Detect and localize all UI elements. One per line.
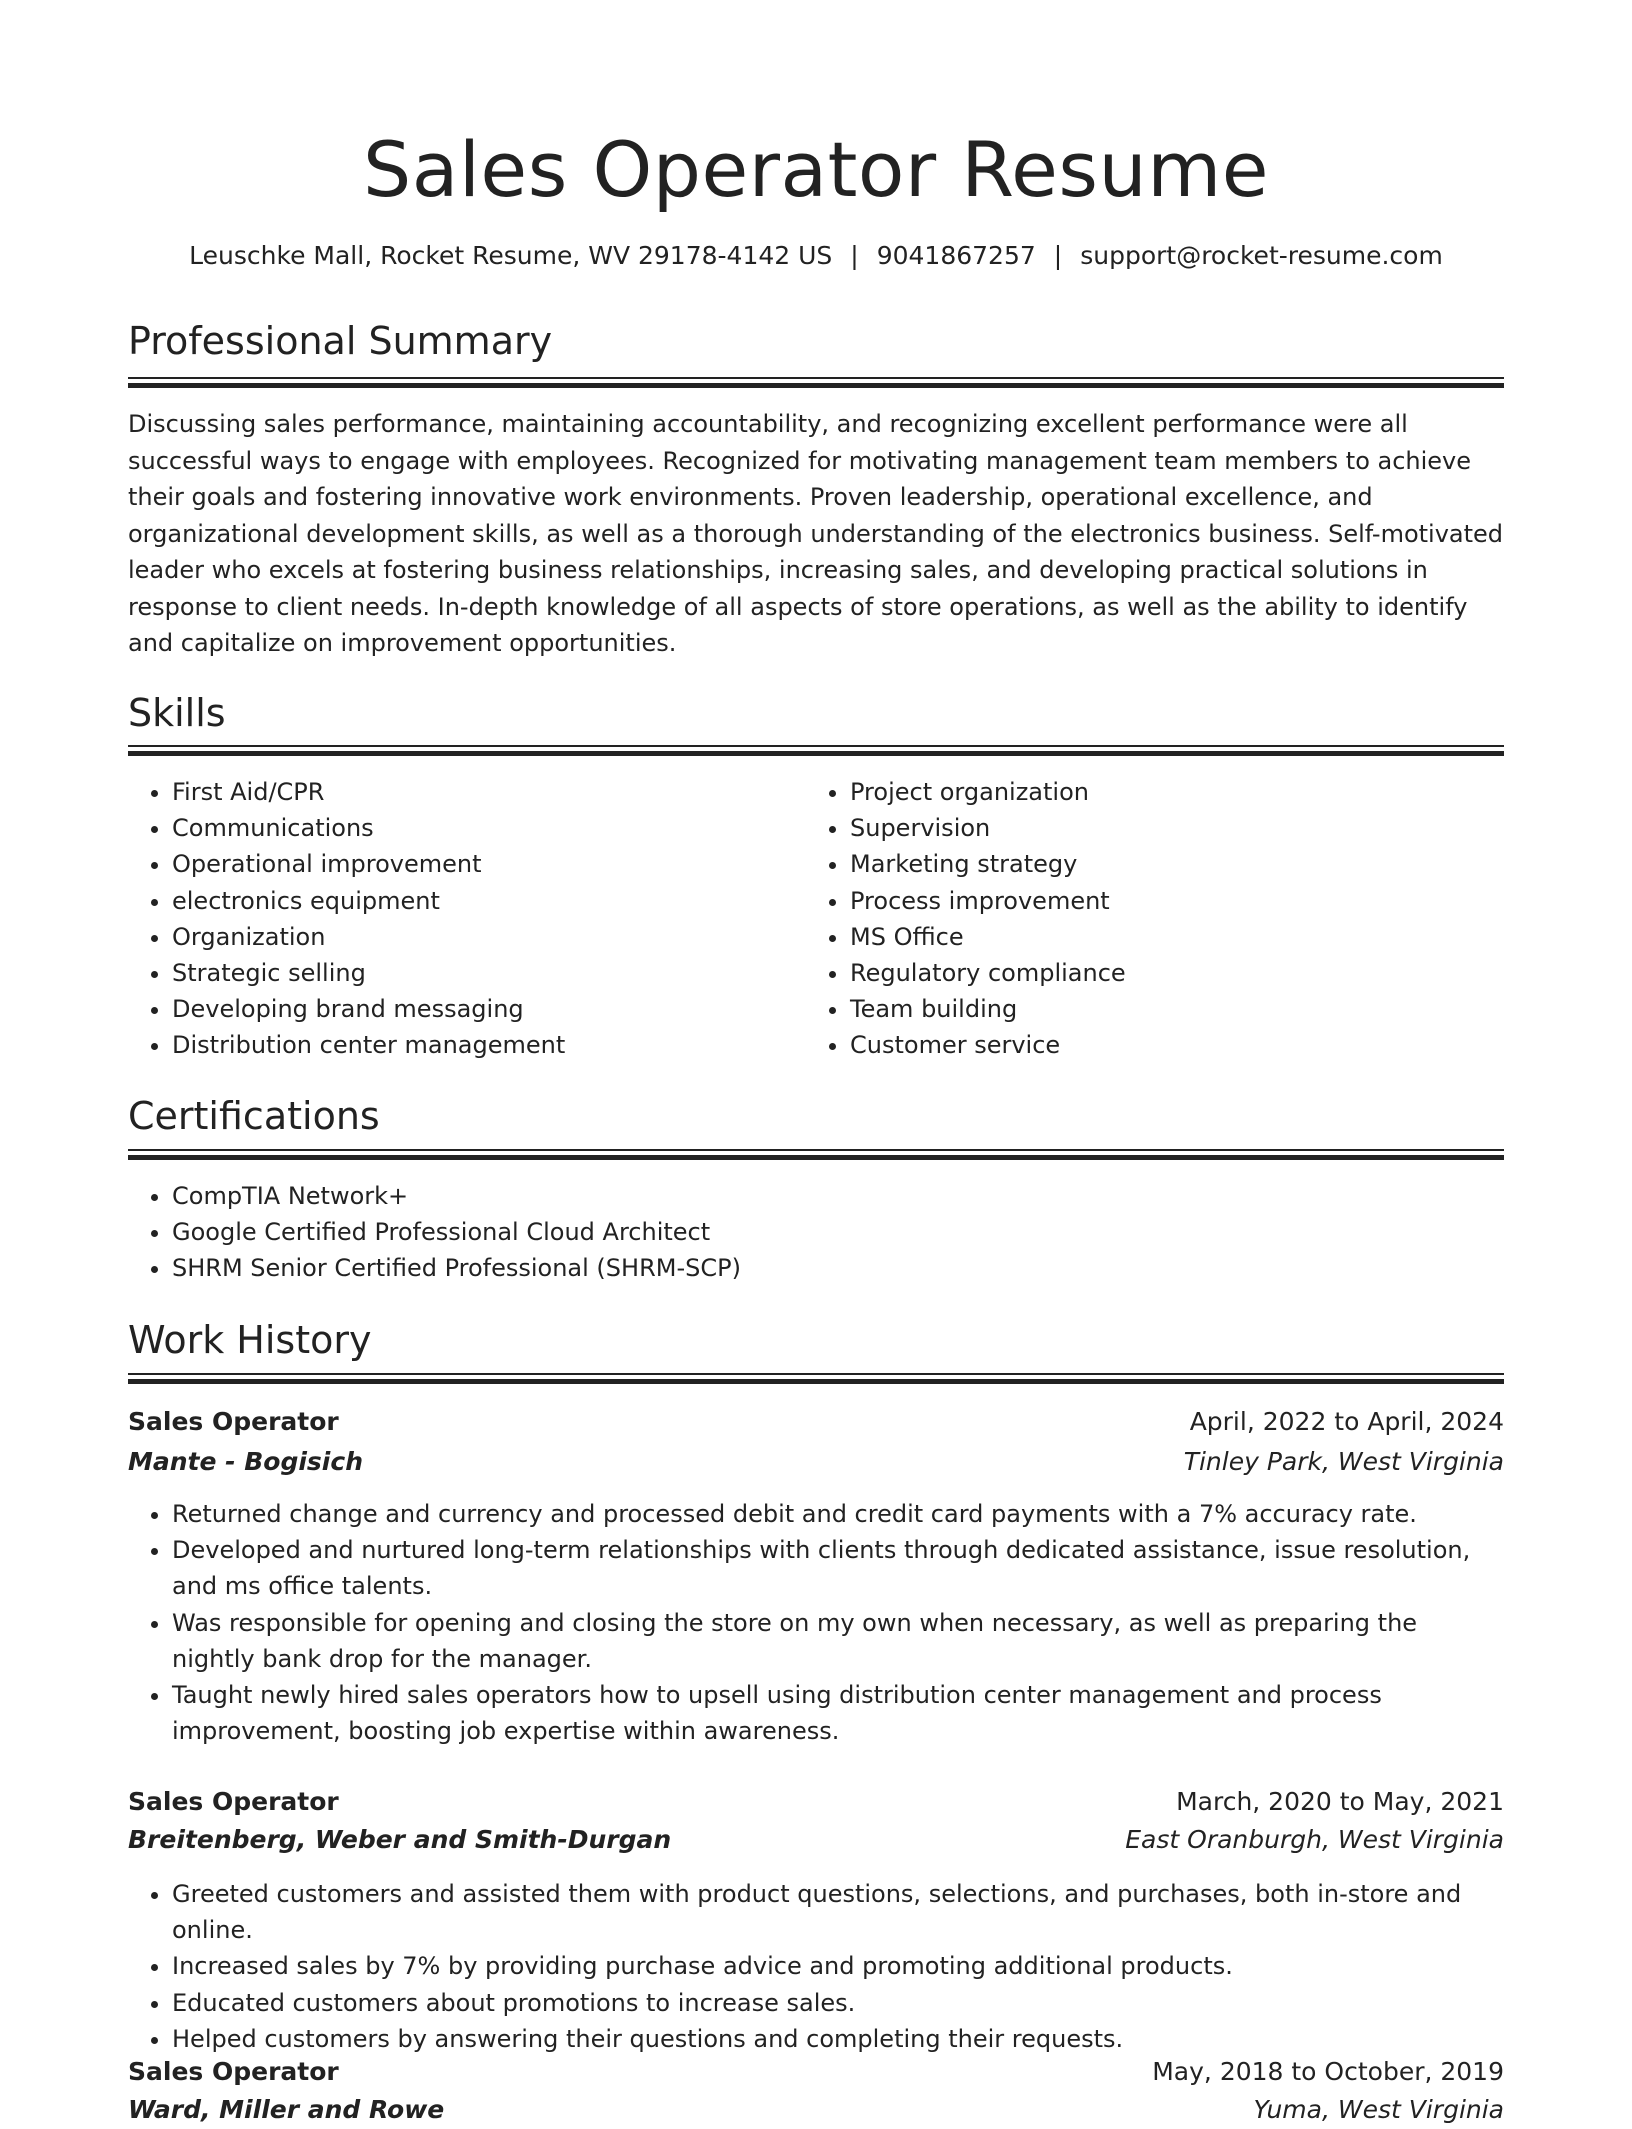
job-bullet: • Helped customers by answering their questions and completing their requests. — [172, 2021, 1512, 2057]
certification-item: • Google Certified Professional Cloud Architect — [172, 1214, 1502, 1250]
job-title: Sales Operator — [128, 2057, 339, 2086]
contact-line — [128, 238, 1504, 274]
contact-separator: | — [850, 241, 859, 270]
job-bullets — [128, 1496, 1504, 1749]
section-divider — [128, 1149, 1504, 1159]
skill-item: • First Aid/CPR — [172, 774, 812, 810]
job-title: Sales Operator — [128, 1787, 339, 1816]
job-bullets — [128, 1876, 1512, 2057]
job-bullet: • Educated customers about promotions to increase sales. — [172, 1985, 1512, 2021]
resume-title: Sales Operator Resume — [363, 125, 1269, 214]
skill-item: • Customer service — [850, 1027, 1500, 1063]
contact-phone: 9041867257 — [876, 241, 1036, 270]
section-title-work-history: Work History — [128, 1318, 372, 1362]
job-dates: March, 2020 to May, 2021 — [1176, 1787, 1504, 1816]
skill-item: • Operational improvement — [172, 846, 812, 882]
job-bullet: • Greeted customers and assisted them with product questions, selections, and purchases, both in-store and online. — [172, 1876, 1512, 1948]
skill-item: • Marketing strategy — [850, 846, 1500, 882]
section-divider — [128, 1373, 1504, 1383]
job-bullet: • Developed and nurtured long-term relationships with clients through dedicated assistance, issue resolution, and ms office talents. — [172, 1532, 1504, 1604]
section-title-skills: Skills — [128, 691, 226, 735]
certifications-list — [128, 1178, 1502, 1287]
skill-item: • Strategic selling — [172, 955, 812, 991]
certification-item: • SHRM Senior Certified Professional (SHRM-SCP) — [172, 1250, 1502, 1286]
job-company: Ward, Miller and Rowe — [128, 2095, 445, 2124]
job-location: Tinley Park, West Virginia — [1183, 1447, 1504, 1476]
job-location: East Oranburgh, West Virginia — [1125, 1825, 1504, 1854]
job-bullet: • Was responsible for opening and closing the store on my own when necessary, as well as preparing the nightly bank drop for the manager. — [172, 1605, 1504, 1677]
skills-list-right — [806, 774, 1500, 1064]
section-divider — [128, 745, 1504, 755]
job-company: Mante - Bogisich — [128, 1447, 363, 1476]
job-dates: April, 2022 to April, 2024 — [1189, 1407, 1504, 1436]
job-company: Breitenberg, Weber and Smith-Durgan — [128, 1825, 672, 1854]
skill-item: • electronics equipment — [172, 883, 812, 919]
skill-item: • Supervision — [850, 810, 1500, 846]
section-title-certifications: Certifications — [128, 1094, 380, 1138]
skills-list-left — [128, 774, 812, 1064]
job-bullet: • Returned change and currency and processed debit and credit card payments with a 7% accuracy rate. — [172, 1496, 1504, 1532]
summary-text: Discussing sales performance, maintaining accountability, and recognizing excellent performance were all successful ways to engage with employees. Recognized for motivating management team members to achieve their goals and fostering innovative work environments. Proven leadership, operational excellence, and organizational development skills, as well as a thorough understanding of the electronics business. Self-motivated leader who excels at fostering business relationships, increasing sales, and developing practical solutions in response to client needs. In-depth knowledge of all aspects of store operations, as well as the ability to identify and capitalize on improvement opportunities. — [128, 410, 1504, 657]
job-bullet: • Taught newly hired sales operators how to upsell using distribution center management and process improvement, boosting job expertise within awareness. — [172, 1677, 1504, 1749]
section-title-summary: Professional Summary — [128, 319, 553, 363]
skill-item: • Organization — [172, 919, 812, 955]
job-dates: May, 2018 to October, 2019 — [1152, 2057, 1504, 2086]
skill-item: • Team building — [850, 991, 1500, 1027]
certification-item: • CompTIA Network+ — [172, 1178, 1502, 1214]
skill-item: • Developing brand messaging — [172, 991, 812, 1027]
contact-address: Leuschke Mall, Rocket Resume, WV 29178-4142 US — [189, 241, 833, 270]
job-bullet: • Increased sales by 7% by providing purchase advice and promoting additional products. — [172, 1948, 1512, 1984]
skill-item: • Regulatory compliance — [850, 955, 1500, 991]
skill-item: • MS Office — [850, 919, 1500, 955]
contact-email: support@rocket-resume.com — [1080, 241, 1443, 270]
section-divider — [128, 377, 1504, 387]
skill-item: • Process improvement — [850, 883, 1500, 919]
job-title: Sales Operator — [128, 1407, 339, 1436]
job-location: Yuma, West Virginia — [1253, 2095, 1504, 2124]
skill-item: • Project organization — [850, 774, 1500, 810]
skill-item: • Communications — [172, 810, 812, 846]
skill-item: • Distribution center management — [172, 1027, 812, 1063]
contact-separator: | — [1053, 241, 1063, 270]
